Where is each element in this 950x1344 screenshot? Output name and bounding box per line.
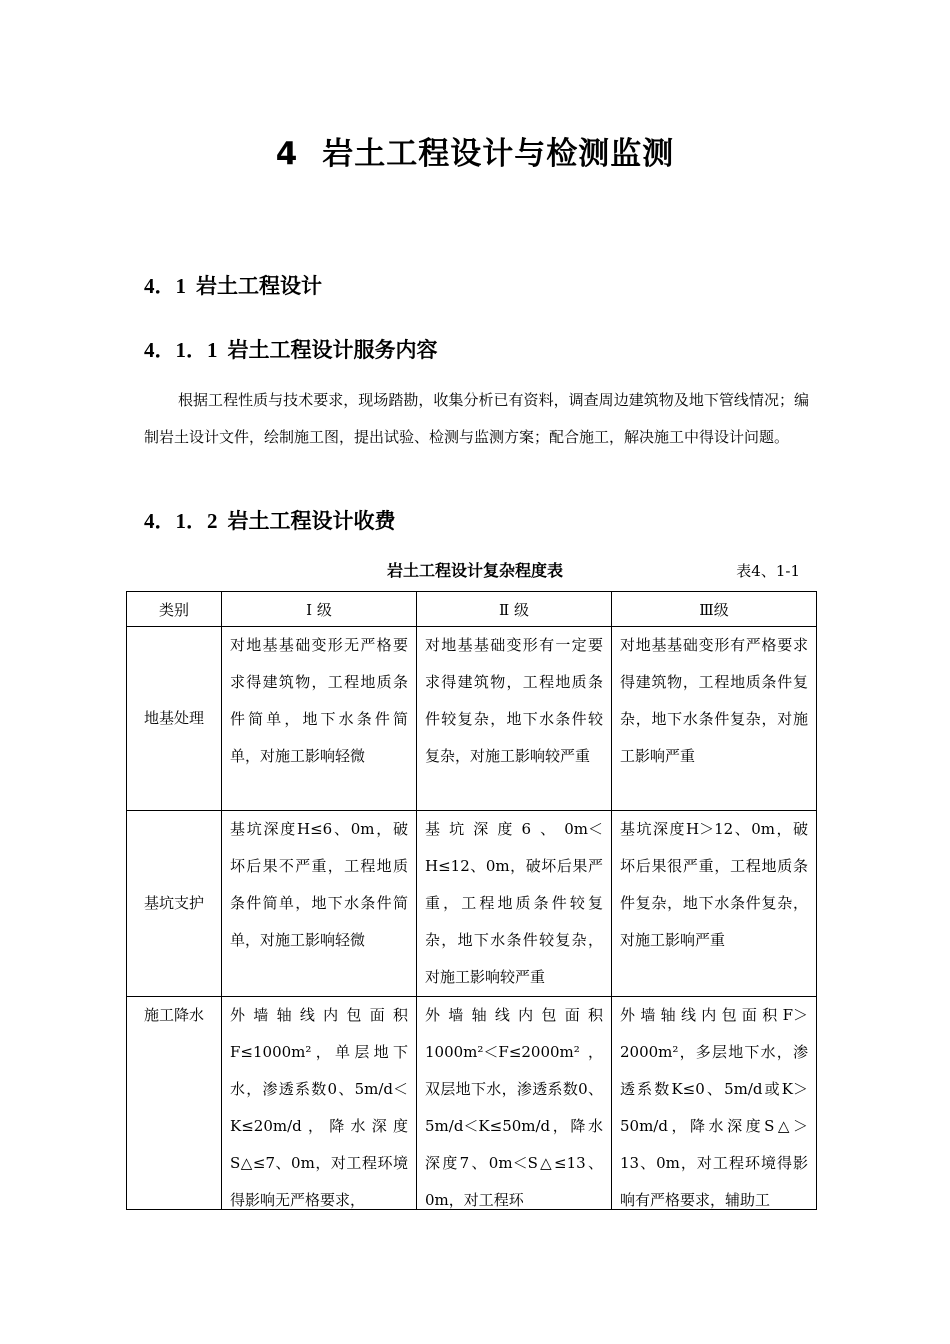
table-row [127,811,817,997]
section-number: 4．1 [144,274,186,298]
cell-text: 外墙轴线内包面积F≤1000m²，单层地下水，渗透系数0、5m/d＜K≤20m/d，降水深度S△≤7、0m，对工程环境得影响无严格要求， [230,1006,408,1209]
cell-level-3: 对地基基础变形有严格要求得建筑物，工程地质条件复杂，地下水条件复杂，对施工影响严重 [612,627,817,811]
cell-level-1: 对地基基础变形无严格要求得建筑物，工程地质条件简单，地下水条件简单，对施工影响轻微 [222,627,417,811]
cell-text: 外墙轴线内包面积F＞2000m²，多层地下水，渗透系数K≤0、5m/d或K＞50m/d，降水深度S△＞13、0m，对工程环境得影响有严格要求，辅助工 [620,1006,808,1209]
section-heading-4-1-2 [144,505,396,535]
complexity-table [126,591,817,1210]
column-header-level-3: Ⅲ级 [612,592,817,627]
section-number: 4．1．1 [144,338,218,362]
cell-level-2: 对地基基础变形有一定要求得建筑物，工程地质条件较复杂，地下水条件较复杂，对施工影响较严重 [417,627,612,811]
service-content-paragraph: 根据工程性质与技术要求，现场踏勘，收集分析已有资料，调查周边建筑物及地下管线情况；编制岩土设计文件，绘制施工图，提出试验、检测与监测方案；配合施工，解决施工中得设计问题。 [144,391,809,446]
page-title-number: 4 [275,136,299,172]
page-title [0,128,950,173]
cell-text: 外墙轴线内包面积1000m²＜F≤2000m²，双层地下水，渗透系数0、5m/d＜K≤50m/d，降水深度7、0m＜S△≤13、0m，对工程环 [425,1006,603,1209]
cell-level-1 [222,997,417,1210]
row-category: 施工降水 [127,997,222,1210]
table-row [127,627,817,811]
cell-level-3: 基坑深度H＞12、0m，破坏后果很严重，工程地质条件复杂，地下水条件复杂，对施工影响严重 [612,811,817,997]
cell-level-1: 基坑深度H≤6、0m，破坏后果不严重，工程地质条件简单，地下水条件简单，对施工影响轻微 [222,811,417,997]
cell-level-3 [612,997,817,1210]
cell-level-2: 基坑深度6、0m＜H≤12、0m，破坏后果严重，工程地质条件较复杂，地下水条件较复杂，对施工影响较严重 [417,811,612,997]
section-label: 岩土工程设计服务内容 [227,338,438,362]
column-header-category: 类别 [127,592,222,627]
table-header-row [127,592,817,627]
section-heading-4-1-1 [144,334,438,364]
column-header-level-1: Ⅰ 级 [222,592,417,627]
section-label: 岩土工程设计 [196,274,322,298]
row-category: 基坑支护 [127,811,222,997]
section-label: 岩土工程设计收费 [227,509,396,533]
page-title-text: 岩土工程设计与检测监测 [322,136,675,172]
table-row [127,997,817,1210]
cell-level-2 [417,997,612,1210]
table-number: 表4、1-1 [736,562,800,580]
section-heading-4-1 [144,270,322,300]
column-header-level-2: Ⅱ 级 [417,592,612,627]
table-caption: 岩土工程设计复杂程度表 [386,561,563,580]
section-number: 4．1．2 [144,509,218,533]
row-category: 地基处理 [127,627,222,811]
